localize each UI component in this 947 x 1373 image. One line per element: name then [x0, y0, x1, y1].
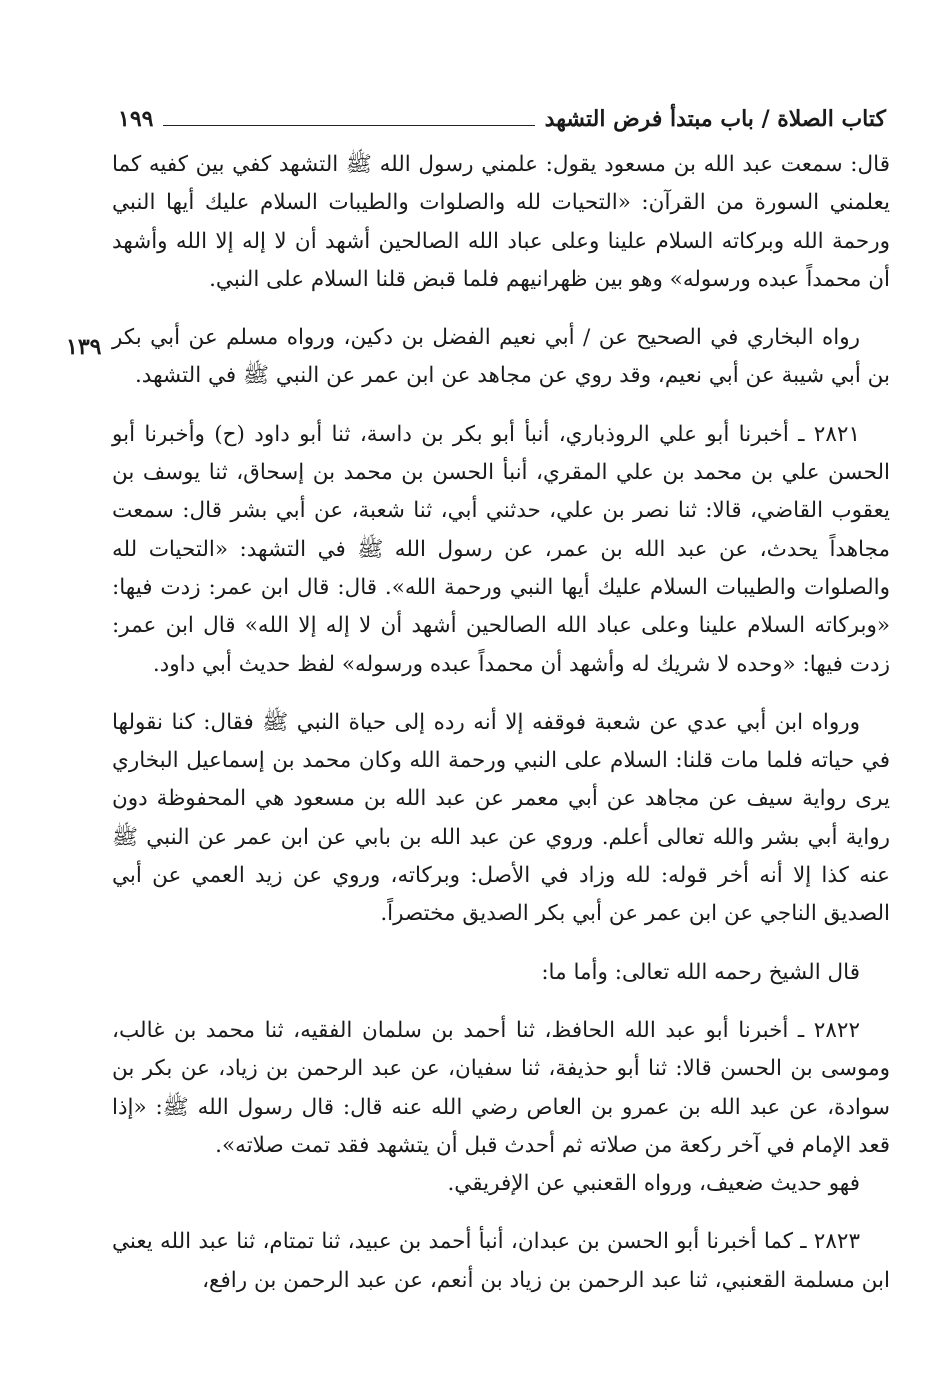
paragraph: رواه البخاري في الصحيح عن / أبي نعيم الفضل بن دكين، ورواه مسلم عن أبي بكر بن أبي شيبة عن أبي نعيم، وقد روي عن مجاهد عن ابن عمر عن النبي ﷺ في التشهد. [112, 325, 890, 389]
running-header [118, 96, 886, 132]
body-text [112, 146, 890, 1300]
paragraph: فهو حديث ضعيف، ورواه القعنبي عن الإفريقي. [447, 1171, 860, 1197]
header-rule [163, 125, 534, 126]
hadith-2823: ٢٨٢٣ ـ كما أخبرنا أبو الحسن بن عبدان، أنبأ أحمد بن عبيد، ثنا تمتام، ثنا عبد الله يعني ابن مسلمة القعنبي، ثنا عبد الرحمن بن زياد بن أنعم، عن عبد الرحمن بن رافع، [112, 1229, 890, 1293]
header-title: كتاب الصلاة / باب مبتدأ فرض التشهد [544, 106, 886, 132]
hadith-2821: ٢٨٢١ ـ أخبرنا أبو علي الروذباري، أنبأ أبو بكر بن داسة، ثنا أبو داود (ح) وأخبرنا أبو الحسن علي بن محمد بن علي المقري، أنبأ الحسن بن محمد بن إسحاق، ثنا يوسف بن يعقوب القاضي، قالا: ثنا نصر بن علي، حدثني أبي، ثنا شعبة، عن أبي بشر قال: سمعت مجاهداً يحدث، عن عبد الله بن عمر، عن رسول الله ﷺ في التشهد: «التحيات لله والصلوات والطيبات السلام عليك أيها النبي ورحمة الله». قال: قال ابن عمر: زدت فيها: «وبركاته السلام علينا وعلى عباد الله الصالحين أشهد أن لا إله إلا الله» قال ابن عمر: زدت فيها: «وحده لا شريك له وأشهد أن محمداً عبده ورسوله» لفظ حديث أبي داود. [112, 421, 890, 677]
paragraph: قال الشيخ رحمه الله تعالى: وأما ما: [541, 959, 860, 985]
paragraph: قال: سمعت عبد الله بن مسعود يقول: علمني رسول الله ﷺ التشهد كفي بين كفيه كما يعلمني السورة من القرآن: «التحيات لله والصلوات والطيبات السلام عليك أيها النبي ورحمة الله وبركاته السلام علينا وعلى عباد الله الصالحين أشهد أن لا إله إلا الله وأشهد أن محمداً عبده ورسوله» وهو بين ظهرانيهم فلما قبض قلنا السلام على النبي. [112, 152, 890, 292]
hadith-2822: ٢٨٢٢ ـ أخبرنا أبو عبد الله الحافظ، ثنا أحمد بن سلمان الفقيه، ثنا محمد بن غالب، وموسى بن الحسن قالا: ثنا أبو حذيفة، ثنا سفيان، عن عبد الرحمن بن زياد، عن بكر بن سوادة، عن عبد الله بن عمرو بن العاص رضي الله عنه قال: قال رسول الله ﷺ: «إذا قعد الإمام في آخر ركعة من صلاته ثم أحدث قبل أن يتشهد فقد تمت صلاته». [112, 1017, 890, 1158]
margin-page-reference: ١٣٩ [66, 334, 102, 360]
paragraph: ورواه ابن أبي عدي عن شعبة فوقفه إلا أنه رده إلى حياة النبي ﷺ فقال: كنا نقولها في حياته فلما مات قلنا: السلام على النبي ورحمة الله وكان محمد بن إسماعيل البخاري يرى رواية سيف عن مجاهد عن أبي معمر عن عبد الله بن مسعود هي المحفوظة دون رواية أبي بشر والله تعالى أعلم. وروي عن عبد الله بن بابي عن ابن عمر عن النبي ﷺ عنه كذا إلا أنه أخر قوله: لله وزاد في الأصل: وبركاته، وروي عن زيد العمي عن أبي الصديق الناجي عن ابن عمر عن أبي بكر الصديق مختصراً. [112, 709, 890, 927]
page-number: ١٩٩ [118, 106, 154, 132]
